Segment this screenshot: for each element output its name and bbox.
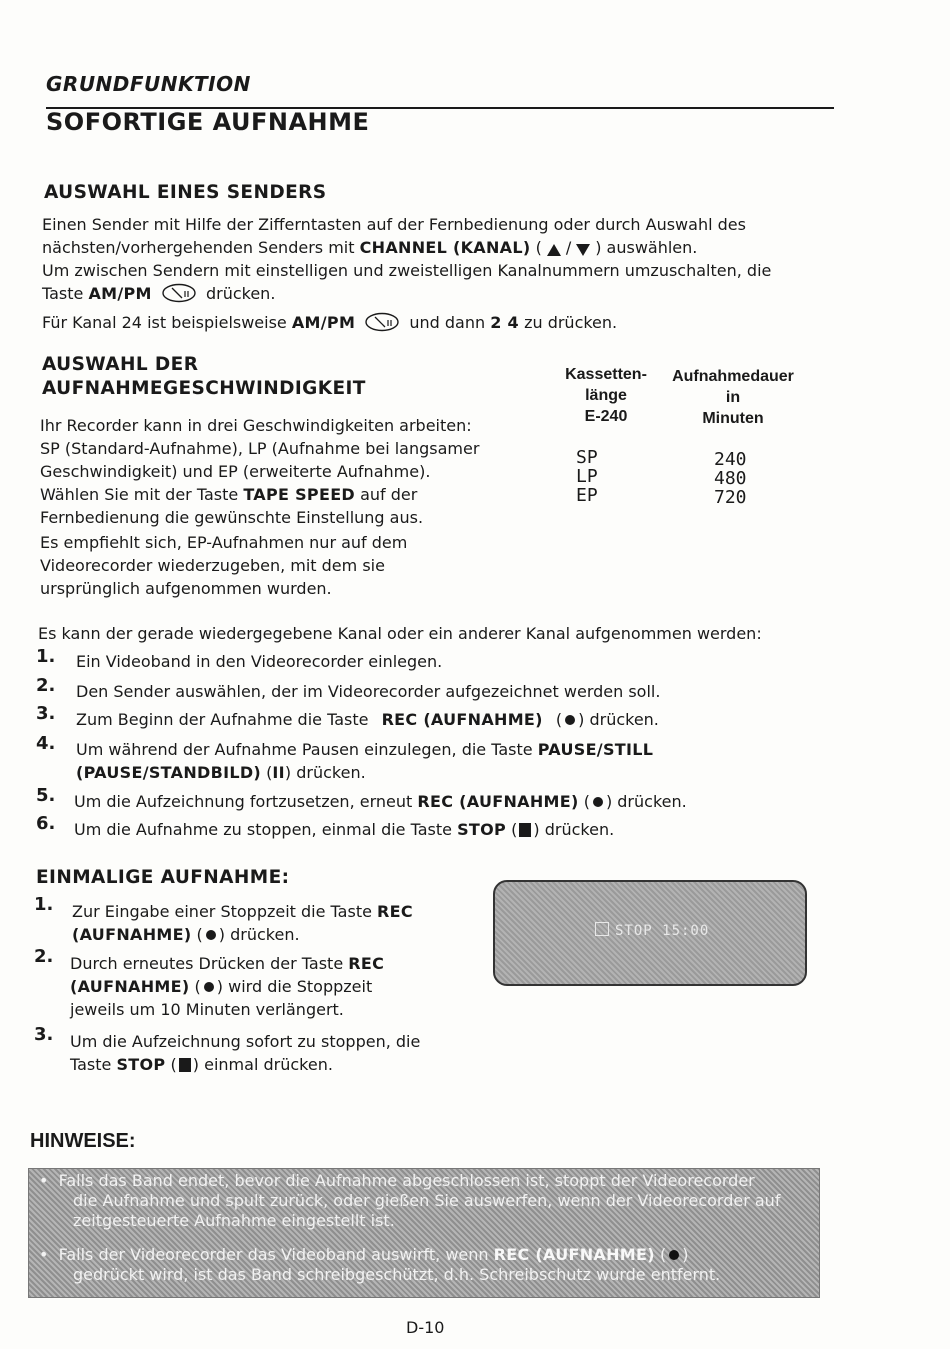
- rec-label: REC (AUFNAHME): [493, 1245, 655, 1264]
- record-dot-icon: [668, 1249, 680, 1261]
- step-4-text: Um während der Aufnahme Pausen einzulegen, die Taste: [76, 740, 533, 759]
- table-row-minutes: 720: [714, 487, 747, 508]
- page-number: D-10: [406, 1318, 445, 1337]
- col1-header-line-1: Kassetten-: [565, 366, 647, 383]
- display-stop-time: STOP 15:00: [615, 923, 710, 939]
- step-number: 1.: [36, 646, 56, 667]
- speed-line-4-end: auf der: [360, 485, 418, 504]
- otr-2-text: Durch erneutes Drücken der Taste: [70, 954, 344, 973]
- col1-header-line-2: länge: [585, 387, 627, 404]
- speed-line-2: SP (Standard-Aufnahme), LP (Aufnahme bei langsamer: [40, 439, 480, 458]
- otr-number: 3.: [34, 1024, 54, 1045]
- step-3-end: ) drücken.: [578, 710, 659, 729]
- step-5-end: ) drücken.: [605, 792, 687, 811]
- note-2-line-2: gedrückt wird, ist das Band schreibgeschützt, d.h. Schreibschutz wurde entfernt.: [73, 1265, 721, 1284]
- step-number: 2.: [36, 675, 56, 696]
- speed-line-1: Ihr Recorder kann in drei Geschwindigkeiten arbeiten:: [40, 416, 472, 435]
- tape-icon: [595, 922, 609, 936]
- speed-heading-line-2: AUFNAHMEGESCHWINDIGKEIT: [42, 378, 366, 399]
- paren: (: [194, 977, 201, 996]
- channel-example-text: Für Kanal 24 ist beispielsweise: [42, 313, 287, 332]
- table-minutes: [714, 450, 747, 507]
- speed-heading-line-1: AUSWAHL DER: [42, 354, 199, 375]
- notes-box: [28, 1168, 820, 1298]
- otr-2-mid: ) wird die Stoppzeit: [216, 977, 373, 996]
- table-modes: [576, 448, 598, 505]
- rec-label: REC (AUFNAHME): [381, 710, 543, 729]
- table-row-mode: EP: [576, 485, 598, 506]
- speed-line-4-text: Wählen Sie mit der Taste: [40, 485, 239, 504]
- step-6-end: ) drücken.: [533, 820, 615, 839]
- step-6-text: Um die Aufnahme zu stoppen, einmal die Taste: [74, 820, 452, 839]
- record-dot-icon: [592, 796, 604, 808]
- pause-still-label: PAUSE/STILL: [537, 740, 654, 759]
- table-row-minutes: 480: [714, 468, 747, 489]
- otr-number: 2.: [34, 946, 54, 967]
- display-readout: [595, 922, 709, 939]
- pause-standbild-label: (PAUSE/STANDBILD): [76, 763, 262, 782]
- sender-line-2: [42, 236, 842, 259]
- und-dann-text: und dann: [409, 313, 486, 332]
- otr-item-2: [70, 952, 470, 1021]
- aufnahme-label: (AUFNAHME): [70, 977, 190, 996]
- triangle-up-icon: [546, 243, 562, 257]
- col2-header-line-2: in: [725, 389, 741, 406]
- table-row-mode: SP: [576, 447, 598, 468]
- taste-text: Taste: [70, 1055, 112, 1074]
- paren: ): [682, 1245, 689, 1264]
- paren: (: [511, 820, 518, 839]
- paren: (: [555, 710, 563, 729]
- sender-heading: AUSWAHL EINES SENDERS: [44, 182, 327, 203]
- page-title: SOFORTIGE AUFNAHME: [46, 108, 370, 136]
- speed-heading: [42, 353, 366, 401]
- rec-label: REC (AUFNAHME): [417, 792, 579, 811]
- paren: (: [583, 792, 590, 811]
- record-dot-icon: [203, 981, 215, 993]
- stop-square-icon: [179, 1058, 191, 1072]
- channel-label: CHANNEL (KANAL): [359, 238, 531, 257]
- note-2-text: Falls der Videorecorder das Videoband auswirft, wenn: [58, 1245, 489, 1264]
- record-dot-icon: [564, 714, 576, 726]
- otr-3-text: Um die Aufzeichnung sofort zu stoppen, die: [70, 1032, 421, 1051]
- col1-header-line-3: E-240: [584, 408, 628, 425]
- step-2: Den Sender auswählen, der im Videorecorder aufgezeichnet werden soll.: [76, 682, 661, 701]
- ampm-button-icon: [364, 312, 400, 332]
- otr-number: 1.: [34, 894, 54, 915]
- col2-header-line-3: Minuten: [702, 410, 764, 427]
- rec-label: REC: [348, 954, 385, 973]
- step-3-text: Zum Beginn der Aufnahme die Taste: [76, 710, 369, 729]
- step-1: Ein Videoband in den Videorecorder einlegen.: [76, 652, 443, 671]
- speed-line-3: Geschwindigkeit) und EP (erweiterte Aufnahme).: [40, 462, 431, 481]
- zu-druecken-text: zu drücken.: [524, 313, 618, 332]
- pause-icon: II: [272, 763, 285, 782]
- sender-paragraph: [42, 213, 842, 334]
- speed-line-5: Fernbedienung die gewünschte Einstellung aus.: [40, 508, 424, 527]
- sender-line-2-text: nächsten/vorhergehenden Senders mit: [42, 238, 355, 257]
- step-6: [74, 818, 614, 841]
- step-number: 4.: [36, 733, 56, 754]
- step-4-end: ) drücken.: [284, 763, 366, 782]
- steps-intro: Es kann der gerade wiedergegebene Kanal oder ein anderer Kanal aufgenommen werden:: [38, 624, 762, 643]
- ampm-label: AM/PM: [88, 284, 152, 303]
- druecken-text: drücken.: [205, 284, 276, 303]
- notes-heading: HINWEISE:: [30, 1130, 136, 1152]
- aufnahme-label: (AUFNAHME): [72, 925, 192, 944]
- note-1-line-3: zeitgesteuerte Aufnahme eingestellt ist.: [73, 1211, 395, 1230]
- sender-line-5: [42, 311, 842, 334]
- col2-header-line-1: Aufnahmedauer: [672, 368, 794, 385]
- speed-line-7: Videorecorder wiederzugeben, mit dem sie: [40, 556, 385, 575]
- sender-line-1: Einen Sender mit Hilfe der Zifferntasten auf der Fernbedienung oder durch Auswahl des: [42, 215, 746, 234]
- vcr-display: [493, 880, 807, 986]
- section-label: GRUNDFUNKTION: [46, 72, 251, 96]
- triangle-down-icon: [575, 243, 591, 257]
- table-col2-header: [660, 366, 806, 429]
- ampm-label-2: AM/PM: [291, 313, 356, 332]
- record-dot-icon: [205, 929, 217, 941]
- sender-line-4: [42, 282, 842, 305]
- step-5-text: Um die Aufzeichnung fortzusetzen, erneut: [74, 792, 413, 811]
- note-1: • Falls das Band endet, bevor die Aufnahme abgeschlossen ist, stoppt der Videorecorder die Aufnahme und spult zurück, oder gießen Sie auswerfen, wenn der Videorecorder auf zeitgesteuerte Aufnahme eingestellt ist.: [39, 1171, 814, 1231]
- speed-line-8: ursprünglich aufgenommen wurden.: [40, 579, 332, 598]
- paren: (: [535, 238, 542, 257]
- speed-line-4: [40, 483, 540, 506]
- table-row-minutes: 240: [714, 449, 747, 470]
- otr-heading: EINMALIGE AUFNAHME:: [36, 867, 290, 888]
- speed-line-6: Es empfiehlt sich, EP-Aufnahmen nur auf dem: [40, 533, 408, 552]
- stop-label: STOP: [116, 1055, 166, 1074]
- paren: (: [266, 763, 273, 782]
- step-number: 5.: [36, 785, 56, 806]
- otr-3-end: ) einmal drücken.: [192, 1055, 333, 1074]
- sender-line-2-end: ) auswählen.: [595, 238, 698, 257]
- stop-square-icon: [519, 823, 531, 837]
- paren: (: [196, 925, 203, 944]
- note-1-line-1: Falls das Band endet, bevor die Aufnahme abgeschlossen ist, stoppt der Videorecorder: [58, 1171, 755, 1190]
- table-row-mode: LP: [576, 466, 598, 487]
- rec-label: REC: [377, 902, 413, 921]
- paren: (: [170, 1055, 177, 1074]
- slash: /: [565, 238, 572, 257]
- otr-item-1: [72, 900, 472, 946]
- step-3: [76, 708, 659, 731]
- step-number: 3.: [36, 703, 56, 724]
- step-5: [74, 790, 687, 813]
- tape-speed-label: TAPE SPEED: [243, 485, 355, 504]
- taste-text: Taste: [42, 284, 84, 303]
- stop-label: STOP: [457, 820, 507, 839]
- step-4: [76, 738, 836, 784]
- sender-line-3: Um zwischen Sendern mit einstelligen und zweistelligen Kanalnummern umzuschalten, die: [42, 261, 772, 280]
- digits-label: 2 4: [490, 313, 519, 332]
- note-1-line-2: die Aufnahme und spult zurück, oder gießen Sie auswerfen, wenn der Videorecorder auf: [73, 1191, 781, 1210]
- otr-item-3: [70, 1030, 470, 1076]
- otr-1-text: Zur Eingabe einer Stoppzeit die Taste: [72, 902, 372, 921]
- otr-1-end: ) drücken.: [218, 925, 300, 944]
- speed-paragraph: [40, 414, 540, 600]
- step-number: 6.: [36, 813, 56, 834]
- note-2: • Falls der Videorecorder das Videoband auswirft, wenn REC (AUFNAHME) ( ) gedrückt wird, ist das Band schreibgeschützt, d.h. Schreibschutz wurde entfernt.: [39, 1245, 814, 1285]
- table-col1-header: [556, 364, 656, 427]
- ampm-button-icon: [161, 283, 197, 303]
- paren: (: [659, 1245, 667, 1264]
- otr-2-end: jeweils um 10 Minuten verlängert.: [70, 1000, 344, 1019]
